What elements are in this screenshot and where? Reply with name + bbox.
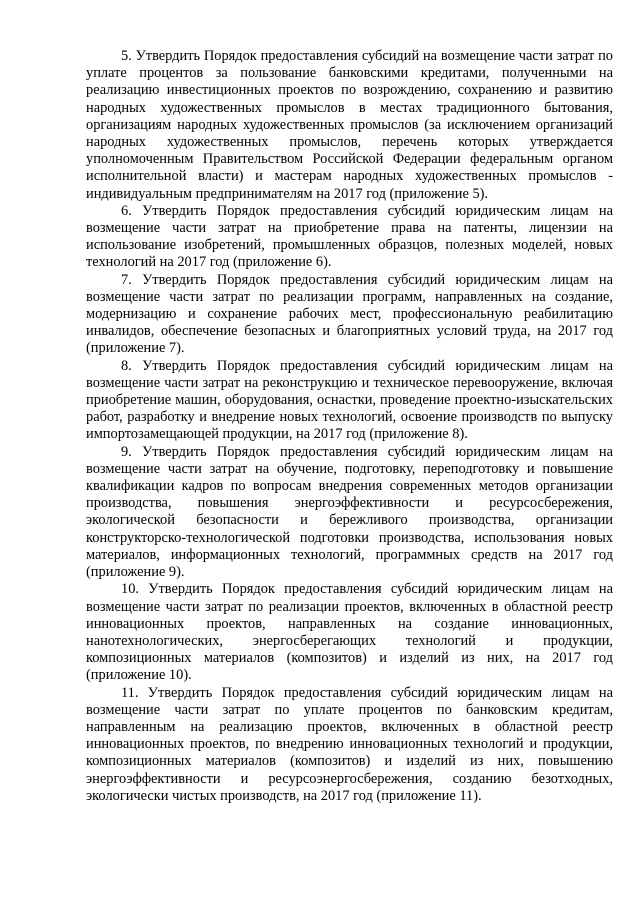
paragraph-item-5: 5. Утвердить Порядок предоставления субсидий на возмещение части затрат по уплате процентов за пользование банковскими кредитами, полученными на реализацию инвестиционных проектов по возрождению, сохранению и развитию народных художественных промыслов в местах традиционного бытования, организациям народных художественных промыслов (за исключением организаций народных художественных промыслов, перечень которых утверждается уполномоченным Правительством Российской Федерации федеральным органом исполнительной власти) и мастерам народных художественных промыслов - индивидуальным предпринимателям на 2017 год (приложение 5). xyxy=(86,48,613,202)
document-page xyxy=(86,48,613,805)
paragraph-item-11: 11. Утвердить Порядок предоставления субсидий юридическим лицам на возмещение части затрат по уплате процентов по банковским кредитам, направленным на реализацию проектов, включенных в областной реестр инновационных проектов, по внедрению инновационных технологий и продукции, композиционных материалов (композитов) и изделий из них, повышению энергоэффективности и ресурсоэнергосбережения, созданию безотходных, экологически чистых производств, на 2017 год (приложение 11). xyxy=(86,684,613,804)
paragraph-item-10: 10. Утвердить Порядок предоставления субсидий юридическим лицам на возмещение части затрат по реализации проектов, включенных в областной реестр инновационных проектов, направленных на создание инновационных, нанотехнологических, энергосберегающих технологий и продукции, композиционных материалов (композитов) и изделий из них, на 2017 год (приложение 10). xyxy=(86,581,613,684)
paragraph-item-8: 8. Утвердить Порядок предоставления субсидий юридическим лицам на возмещение части затрат на реконструкцию и техническое перевооружение, включая приобретение машин, оборудования, оснастки, проведение проектно-изыскательских работ, разработку и внедрение новых технологий, освоение производств по выпуску импортозамещающей продукции, на 2017 год (приложение 8). xyxy=(86,357,613,443)
paragraph-item-7: 7. Утвердить Порядок предоставления субсидий юридическим лицам на возмещение части затрат по реализации программ, направленных на создание, модернизацию и сохранение рабочих мест, профессиональную реабилитацию инвалидов, обеспечение безопасных и благоприятных условий труда, на 2017 год (приложение 7). xyxy=(86,271,613,357)
paragraph-item-9: 9. Утвердить Порядок предоставления субсидий юридическим лицам на возмещение части затрат на обучение, подготовку, переподготовку и повышение квалификации кадров по вопросам внедрения современных методов организации производства, повышения энергоэффективности и ресурсосбережения, экологической безопасности и бережливого производства, организации конструкторско-технологической подготовки производства, использования новых материалов, информационных технологий, программных средств на 2017 год (приложение 9). xyxy=(86,443,613,581)
paragraph-item-6: 6. Утвердить Порядок предоставления субсидий юридическим лицам на возмещение части затрат на приобретение права на патенты, лицензии на использование изобретений, промышленных образцов, полезных моделей, новых технологий на 2017 год (приложение 6). xyxy=(86,202,613,271)
